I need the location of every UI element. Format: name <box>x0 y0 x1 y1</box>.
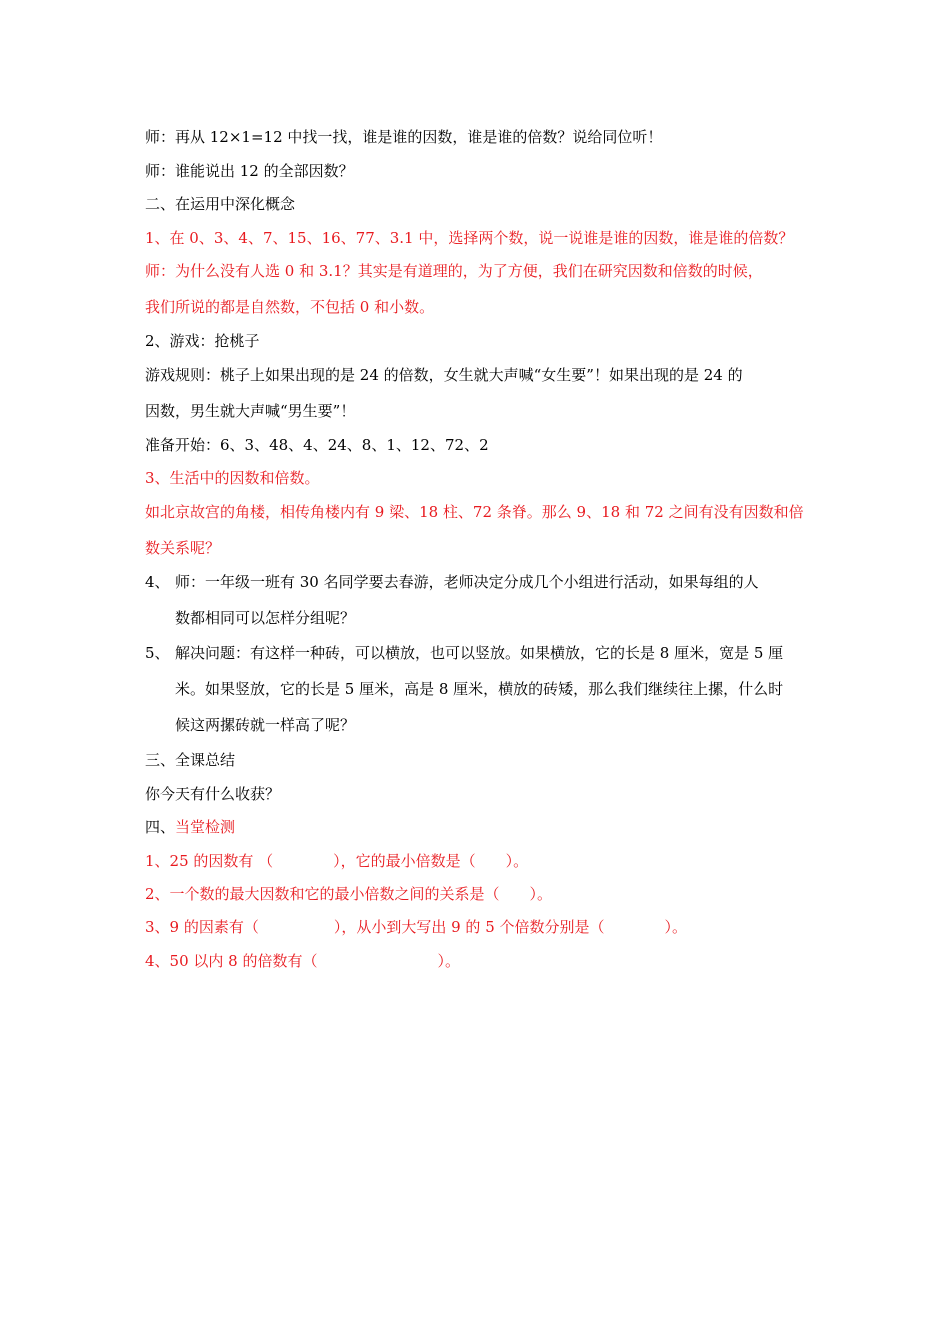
game-rules-1: 游戏规则：桃子上如果出现的是 24 的倍数，女生就大声喊“女生要”！如果出现的是 24 的 <box>145 366 743 384</box>
teacher-explain-1: 师：为什么没有人选 0 和 3.1？其实是有道理的，为了方便，我们在研究因数和倍数的时候， <box>145 262 763 280</box>
item-5-line-1: 解决问题：有这样一种砖，可以横放，也可以竖放。如果横放，它的长是 8 厘米，宽是 5 厘 <box>175 644 784 662</box>
teacher-line-1: 师：再从 12×1=12 中找一找，谁是谁的因数，谁是谁的倍数？说给同位听！ <box>145 128 663 146</box>
quiz-question-2: 2、一个数的最大因数和它的最小倍数之间的关系是（ ）。 <box>145 885 553 903</box>
item-5-line-2: 米。如果竖放，它的长是 5 厘米，高是 8 厘米，横放的砖矮，那么我们继续往上摞，什么时 <box>175 680 784 698</box>
quiz-question-1: 1、25 的因数有 （ ），它的最小倍数是（ ）。 <box>145 852 529 870</box>
teacher-explain-2: 我们所说的都是自然数，不包括 0 和小数。 <box>145 298 435 316</box>
quiz-question-3: 3、9 的因素有（ ），从小到大写出 9 的 5 个倍数分别是（ ）。 <box>145 918 688 936</box>
section-4-title: 当堂检测 <box>175 818 236 836</box>
game-rules-2: 因数，男生就大声喊“男生要”！ <box>145 402 356 420</box>
summary-question: 你今天有什么收获？ <box>145 785 281 803</box>
game-numbers: 准备开始：6、3、48、4、24、8、1、12、72、2 <box>145 436 489 454</box>
game-title: 2、游戏：抢桃子 <box>145 332 260 350</box>
teacher-line-2: 师：谁能说出 12 的全部因数？ <box>145 162 354 180</box>
life-example-title: 3、生活中的因数和倍数。 <box>145 469 320 487</box>
section-4-number: 四、 <box>145 818 176 836</box>
section-heading-2: 二、在运用中深化概念 <box>145 195 296 213</box>
life-example-1: 如北京故宫的角楼，相传角楼内有 9 梁、18 柱、72 条脊。那么 9、18 和 72 之间有没有因数和倍 <box>145 503 804 521</box>
item-4-line-1: 师：一年级一班有 30 名同学要去春游，老师决定分成几个小组进行活动，如果每组的人 <box>175 573 759 591</box>
section-heading-4 <box>145 816 235 838</box>
section-heading-3: 三、全课总结 <box>145 751 236 769</box>
life-example-2: 数关系呢？ <box>145 539 221 557</box>
item-5-line-3: 候这两摞砖就一样高了呢？ <box>175 716 356 734</box>
item-5-number: 5、 <box>145 644 170 662</box>
exercise-1: 1、在 0、3、4、7、15、16、77、3.1 中，选择两个数，说一说谁是谁的因数，谁是谁的倍数？ <box>145 229 794 247</box>
item-4-number: 4、 <box>145 573 170 591</box>
quiz-question-4: 4、50 以内 8 的倍数有（ ）。 <box>145 952 460 970</box>
item-4-line-2: 数都相同可以怎样分组呢？ <box>175 609 356 627</box>
